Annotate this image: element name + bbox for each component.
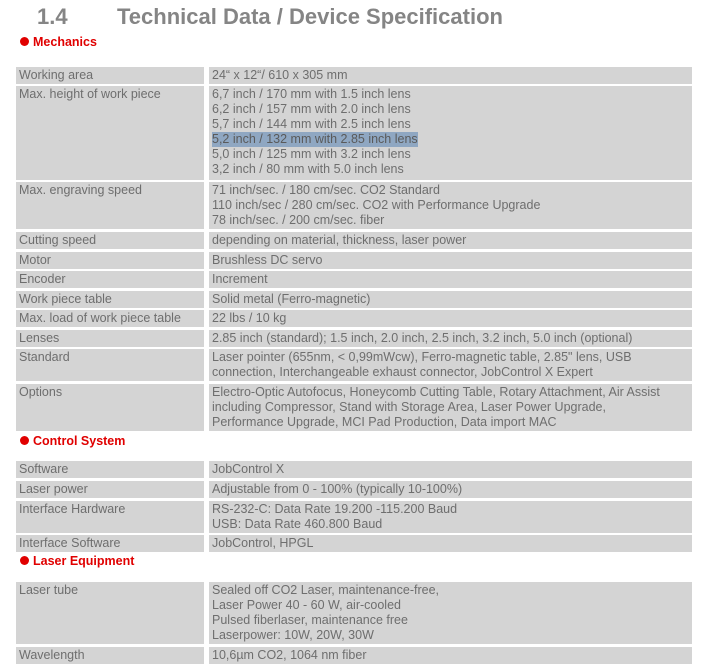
row-label: Motor bbox=[16, 252, 204, 269]
table-row bbox=[16, 271, 692, 288]
row-value bbox=[209, 67, 692, 84]
row-value bbox=[209, 232, 692, 249]
value-line: Adjustable from 0 - 100% (typically 10-100%) bbox=[212, 482, 463, 496]
value-line: RS-232-C: Data Rate 19.200 -115.200 Baud bbox=[212, 502, 458, 516]
table-row bbox=[16, 535, 692, 552]
value-line: depending on material, thickness, laser power bbox=[212, 233, 467, 247]
row-value bbox=[209, 535, 692, 552]
table-row bbox=[16, 384, 692, 431]
table-row bbox=[16, 182, 692, 229]
row-value bbox=[209, 461, 692, 478]
bullet-icon bbox=[20, 37, 29, 46]
table-row bbox=[16, 501, 692, 533]
row-value bbox=[209, 86, 692, 180]
row-value bbox=[209, 349, 692, 381]
row-label: Software bbox=[16, 461, 204, 478]
row-value bbox=[209, 481, 692, 498]
row-label: Wavelength bbox=[16, 647, 204, 664]
row-value bbox=[209, 582, 692, 644]
table-row bbox=[16, 232, 692, 249]
table-row bbox=[16, 252, 692, 269]
table-row bbox=[16, 67, 692, 84]
value-line: 6,7 inch / 170 mm with 1.5 inch lens bbox=[212, 87, 411, 101]
value-line: 71 inch/sec. / 180 cm/sec. CO2 Standard bbox=[212, 183, 440, 197]
table-row bbox=[16, 349, 692, 381]
row-value bbox=[209, 271, 692, 288]
value-line: 22 lbs / 10 kg bbox=[212, 311, 287, 325]
bullet-icon bbox=[20, 436, 29, 445]
row-label: Max. height of work piece bbox=[16, 86, 204, 180]
table-row bbox=[16, 86, 692, 180]
row-label: Encoder bbox=[16, 271, 204, 288]
value-line: 2.85 inch (standard); 1.5 inch, 2.0 inch, 2.5 inch, 3.2 inch, 5.0 inch (optional) bbox=[212, 331, 633, 345]
value-line: 6,2 inch / 157 mm with 2.0 inch lens bbox=[212, 102, 411, 116]
section-title-control-system: Control System bbox=[20, 434, 125, 448]
value-line: Brushless DC servo bbox=[212, 253, 323, 267]
row-label: Max. load of work piece table bbox=[16, 310, 204, 327]
value-line: Performance Upgrade, MCI Pad Production, Data import MAC bbox=[212, 415, 557, 429]
row-value bbox=[209, 647, 692, 664]
value-line: 24“ x 12“/ 610 x 305 mm bbox=[212, 68, 348, 82]
table-row bbox=[16, 330, 692, 347]
table-row bbox=[16, 310, 692, 327]
value-line: Electro-Optic Autofocus, Honeycomb Cutting Table, Rotary Attachment, Air Assist bbox=[212, 385, 660, 399]
row-label: Working area bbox=[16, 67, 204, 84]
row-label: Laser tube bbox=[16, 582, 204, 644]
row-label: Max. engraving speed bbox=[16, 182, 204, 229]
section-number: 1.4 bbox=[37, 4, 68, 29]
page-title: Technical Data / Device Specification bbox=[117, 4, 503, 29]
value-line: Increment bbox=[212, 272, 268, 286]
section-title-mechanics: Mechanics bbox=[20, 35, 97, 49]
row-label: Interface Software bbox=[16, 535, 204, 552]
row-value bbox=[209, 182, 692, 229]
bullet-icon bbox=[20, 556, 29, 565]
row-label: Cutting speed bbox=[16, 232, 204, 249]
row-value bbox=[209, 310, 692, 327]
table-row bbox=[16, 461, 692, 478]
selected-text-line: 5,2 inch / 132 mm with 2.85 inch lens bbox=[212, 132, 418, 146]
row-label: Laser power bbox=[16, 481, 204, 498]
value-line: Laser pointer (655nm, < 0,99mWcw), Ferro-magnetic table, 2.85" lens, USB bbox=[212, 350, 632, 364]
value-line: 78 inch/sec. / 200 cm/sec. fiber bbox=[212, 213, 385, 227]
table-row bbox=[16, 291, 692, 308]
value-line: 10,6µm CO2, 1064 nm fiber bbox=[212, 648, 367, 662]
value-line: 5,0 inch / 125 mm with 3.2 inch lens bbox=[212, 147, 411, 161]
value-line: Laserpower: 10W, 20W, 30W bbox=[212, 628, 374, 642]
value-line: 3,2 inch / 80 mm with 5.0 inch lens bbox=[212, 162, 404, 176]
value-line: connection, Interchangeable exhaust connector, JobControl X Expert bbox=[212, 365, 593, 379]
row-label: Options bbox=[16, 384, 204, 431]
table-row bbox=[16, 481, 692, 498]
row-label: Lenses bbox=[16, 330, 204, 347]
row-value bbox=[209, 501, 692, 533]
row-value bbox=[209, 384, 692, 431]
section-title-laser-equipment: Laser Equipment bbox=[20, 554, 134, 568]
value-line: JobControl, HPGL bbox=[212, 536, 314, 550]
table-row bbox=[16, 582, 692, 644]
value-line: 5,7 inch / 144 mm with 2.5 inch lens bbox=[212, 117, 411, 131]
value-line: 110 inch/sec / 280 cm/sec. CO2 with Performance Upgrade bbox=[212, 198, 541, 212]
row-value bbox=[209, 252, 692, 269]
page-heading bbox=[37, 4, 503, 30]
value-line: including Compressor, Stand with Storage Area, Laser Power Upgrade, bbox=[212, 400, 606, 414]
value-line: Sealed off CO2 Laser, maintenance-free, bbox=[212, 583, 439, 597]
value-line: Pulsed fiberlaser, maintenance free bbox=[212, 613, 408, 627]
value-line: Laser Power 40 - 60 W, air-cooled bbox=[212, 598, 401, 612]
row-value bbox=[209, 291, 692, 308]
row-label: Work piece table bbox=[16, 291, 204, 308]
value-line: JobControl X bbox=[212, 462, 285, 476]
table-row bbox=[16, 647, 692, 664]
value-line: USB: Data Rate 460.800 Baud bbox=[212, 517, 383, 531]
row-value bbox=[209, 330, 692, 347]
row-label: Interface Hardware bbox=[16, 501, 204, 533]
row-label: Standard bbox=[16, 349, 204, 381]
value-line: Solid metal (Ferro-magnetic) bbox=[212, 292, 371, 306]
